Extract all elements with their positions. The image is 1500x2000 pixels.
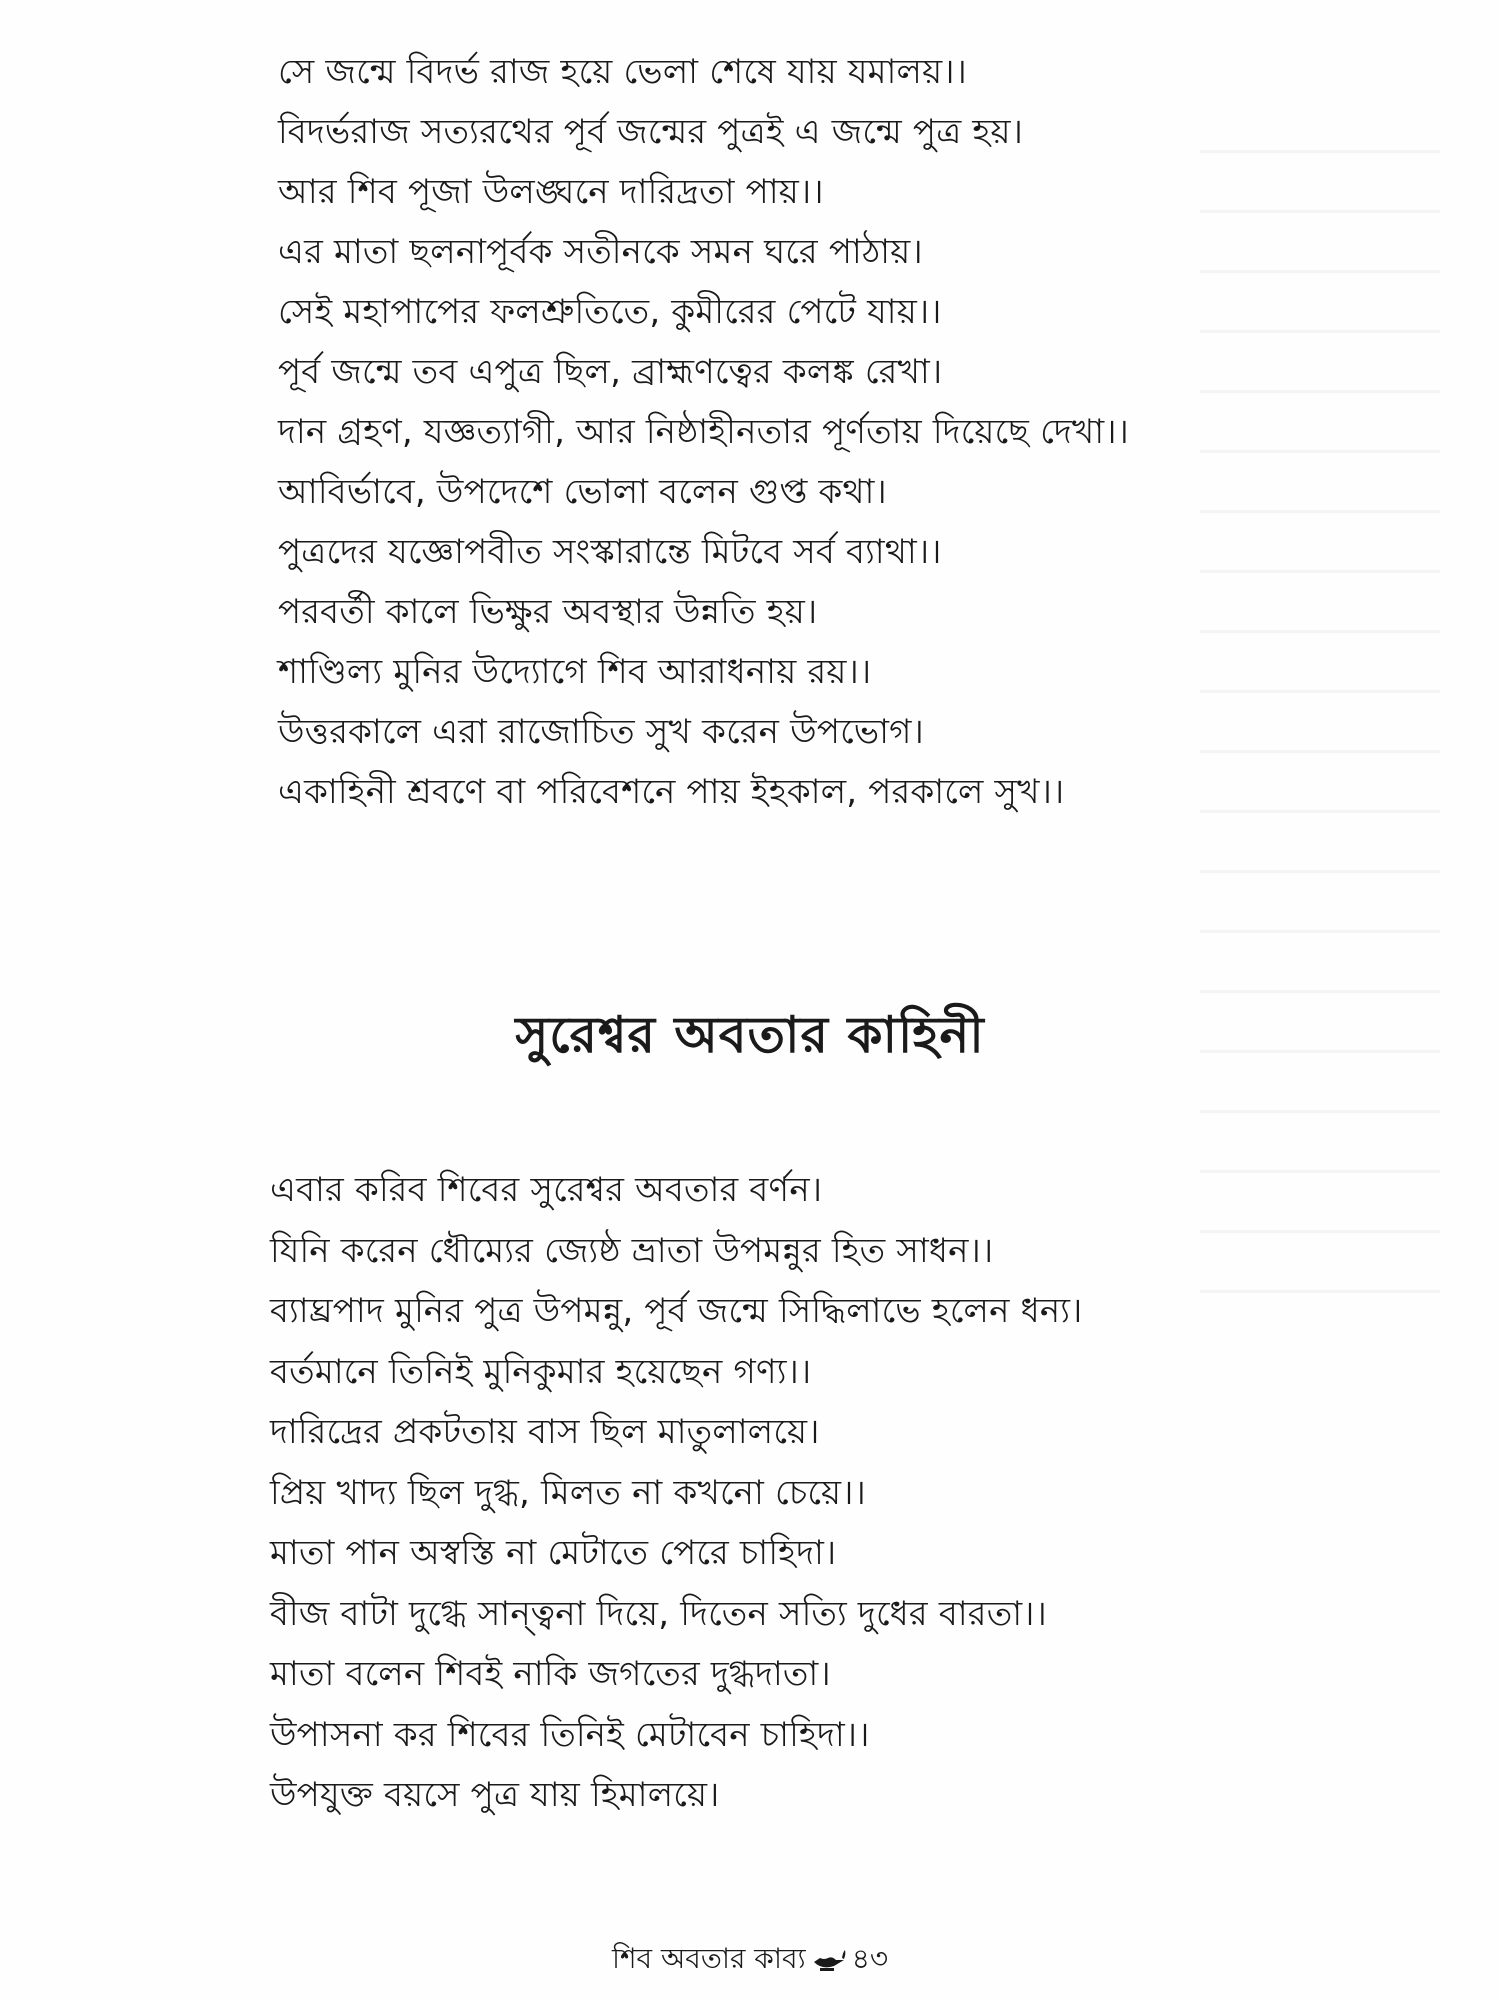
verse-line: একাহিনী শ্রবণে বা পরিবেশনে পায় ইহকাল, পরকালে সুখ।।	[278, 772, 1065, 812]
book-title: শিব অবতার কাব্য	[611, 1942, 806, 1975]
verse-section-2	[0, 1160, 1500, 1826]
oil-lamp-icon	[812, 1946, 848, 1970]
verse-line: আর শিব পূজা উলঙ্ঘনে দারিদ্রতা পায়।।	[278, 172, 824, 212]
verse-line: বিদর্ভরাজ সত্যরথের পূর্ব জন্মের পুত্রই এ জন্মে পুত্র হয়।	[278, 112, 1024, 152]
verse-line: সেই মহাপাপের ফলশ্রুতিতে, কুমীরের পেটে যায়।।	[278, 292, 942, 332]
verse-line: বর্তমানে তিনিই মুনিকুমার হয়েছেন গণ্য।।	[270, 1351, 812, 1392]
verse-line: যিনি করেন ধৌম্যের জ্যেষ্ঠ ভ্রাতা উপমন্নুর হিত সাধন।।	[270, 1230, 994, 1271]
verse-line: বীজ বাটা দুগ্ধে সান্ত্বনা দিয়ে, দিতেন সত্যি দুধের বারতা।।	[270, 1593, 1047, 1634]
verse-line: প্রিয় খাদ্য ছিল দুগ্ধ, মিলত না কখনো চেয়ে।।	[270, 1472, 866, 1513]
verse-line: উপাসনা কর শিবের তিনিই মেটাবেন চাহিদা।।	[270, 1714, 870, 1755]
verse-line: উত্তরকালে এরা রাজোচিত সুখ করেন উপভোগ।	[278, 712, 924, 752]
verse-section-1	[0, 42, 1500, 822]
verse-line: পুত্রদের যজ্ঞোপবীত সংস্কারান্তে মিটবে সর্ব ব্যাথা।।	[278, 532, 942, 572]
verse-line: এবার করিব শিবের সুরেশ্বর অবতার বর্ণন।	[270, 1170, 823, 1210]
verse-line: পরবর্তী কালে ভিক্ষুর অবস্থার উন্নতি হয়।	[278, 592, 818, 632]
verse-line: এর মাতা ছলনাপূর্বক সতীনকে সমন ঘরে পাঠায়।	[278, 232, 923, 272]
verse-line: দারিদ্রের প্রকটতায় বাস ছিল মাতুলালয়ে।	[270, 1412, 820, 1452]
verse-line: ব্যাঘ্রপাদ মুনির পুত্র উপমন্নু, পূর্ব জন্মে সিদ্ধিলাভে হলেন ধন্য।	[270, 1291, 1083, 1331]
verse-line: সে জন্মে বিদর্ভ রাজ হয়ে ভেলা শেষে যায় যমালয়।।	[278, 52, 968, 92]
verse-line: শাণ্ডিল্য মুনির উদ্যোগে শিব আরাধনায় রয়।।	[278, 652, 872, 692]
verse-line: উপযুক্ত বয়সে পুত্র যায় হিমালয়ে।	[270, 1775, 720, 1815]
verse-line: দান গ্রহণ, যজ্ঞত্যাগী, আর নিষ্ঠাহীনতার পূর্ণতায় দিয়েছে দেখা।।	[278, 412, 1130, 452]
verse-line: মাতা পান অস্বস্তি না মেটাতে পেরে চাহিদা।	[270, 1533, 837, 1573]
verse-line: মাতা বলেন শিবই নাকি জগতের দুগ্ধদাতা।	[270, 1654, 831, 1694]
verse-line: পূর্ব জন্মে তব এপুত্র ছিল, ব্রাহ্মণত্বের কলঙ্ক রেখা।	[278, 352, 943, 392]
verse-line: আবির্ভাবে, উপদেশে ভোলা বলেন গুপ্ত কথা।	[278, 472, 887, 512]
page-footer	[0, 1937, 1500, 1984]
section-heading: সুরেশ্বর অবতার কাহিনী	[515, 1006, 985, 1064]
page-number: ৪৩	[851, 1942, 889, 1975]
